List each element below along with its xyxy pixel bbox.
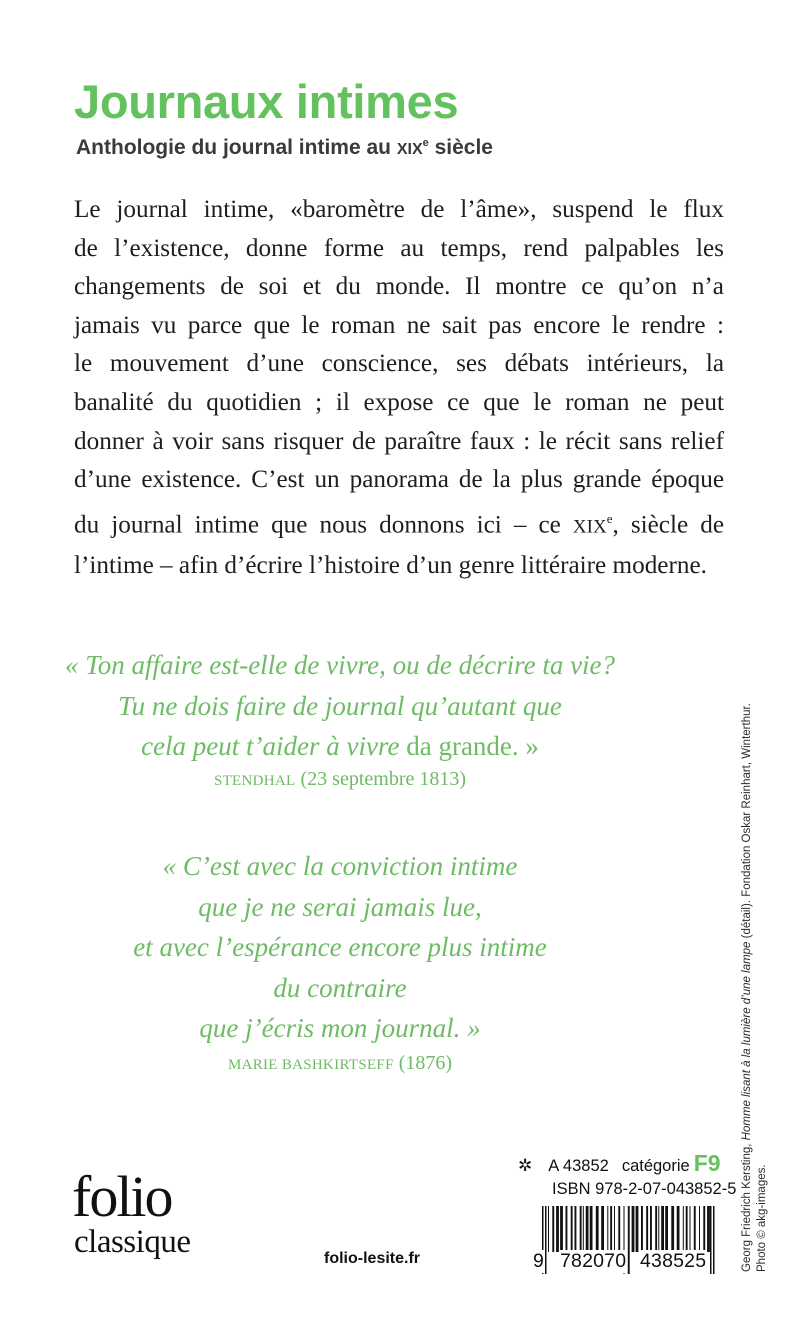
credit-location: (détail). Fondation Oskar Reinhart, Winterthur. [741,703,753,942]
barcode-bar [566,1206,568,1252]
barcode-bar [690,1206,691,1252]
category-label: catégorie [621,1157,690,1175]
barcode-bar [545,1206,547,1274]
bashkirtseff-attribution [60,1052,620,1075]
blurb-line [74,500,724,547]
barcode-digits-right: 438525 [640,1250,707,1272]
barcode-bar [571,1206,573,1252]
category-code: F9 [693,1150,721,1176]
star-ornament-icon: ✲ [518,1156,533,1175]
blurb-century: XIX [572,516,607,538]
barcode-bar [686,1206,688,1252]
barcode-bar [671,1206,674,1252]
barcode-bar [590,1206,593,1252]
quote-author: MARIE BASHKIRTSEFF [227,1057,394,1073]
quote-line: « C’est avec la conviction intime [162,851,518,881]
quote-line: du contraire [273,972,407,1003]
barcode-bar [707,1206,710,1252]
barcode-bar [583,1206,584,1252]
blurb-line: Le journal intime, «baromètre de l’âme», suspend le flux [74,196,724,223]
blurb-line: le mouvement d’une conscience, ses débats intérieurs, la [74,350,724,378]
barcode-bar [710,1206,712,1274]
quote-author: STENDHAL [213,773,296,789]
barcode-digit-first: 9 [533,1250,545,1272]
barcode-bar [596,1206,599,1252]
barcode-bar [665,1206,668,1252]
barcode-bar [658,1206,659,1252]
barcode-bar [628,1206,630,1274]
barcode-digits-left: 782070 [560,1250,627,1272]
barcode-bar [632,1206,635,1252]
blurb-line: donner à voir sans risquer de paraître faux : le récit sans relief [74,427,724,455]
blurb-line9-start: du journal intime que nous donnons ici – ce [74,511,573,539]
barcode-bar [699,1206,700,1252]
quote-date: (23 septembre 1813) [295,768,467,790]
quote-line: que je ne serai jamais lue, [198,891,482,922]
subtitle-century-sup: e [422,137,429,149]
barcode-bar [580,1206,582,1252]
barcode-bar [655,1206,657,1252]
credit-artwork-title: Homme lisant à la lumière d’une lampe [741,941,753,1141]
blurb-line: banalité du quotidien ; il expose ce que le roman ne peut [74,388,724,416]
quote-line: « Ton affaire est-elle de vivre, ou de décrire ta vie? [64,650,616,680]
catalog-number: A 43852 [548,1157,609,1175]
barcode-bar [601,1206,604,1252]
subtitle-century: XIX [396,141,423,158]
barcode-bar [552,1206,554,1252]
barcode-bar [641,1206,643,1252]
quote-line3-upright: da grande. » [399,731,539,761]
stendhal-quote [60,645,620,767]
blurb-paragraph [74,191,724,585]
publisher-website: folio-lesite.fr [324,1250,421,1267]
barcode-bar [646,1206,648,1252]
book-subtitle [76,136,493,160]
barcode-bar [636,1206,639,1252]
blurb-line: l’intime – afin d’écrire l’histoire d’un genre littéraire moderne. [74,551,707,579]
barcode-bar [586,1206,589,1252]
barcode-bar [650,1206,652,1252]
barcode-bar [556,1206,559,1252]
barcode-bar [694,1206,696,1252]
quote-line: et avec l’espérance encore plus intime [133,932,547,962]
barcode-bar [618,1206,620,1252]
stendhal-attribution [60,768,620,791]
quote-date: (1876) [393,1052,453,1074]
catalog-code-row [518,1150,721,1177]
quote-line [60,726,620,767]
barcode-bar [614,1206,615,1252]
quote-line: que j’écris mon journal. » [199,1013,481,1043]
blurb-century-sup: e [606,510,613,526]
quote-line3-italic: cela peut t’aider à vivre [141,731,400,761]
blurb-line9-end: , siècle de [612,511,724,539]
barcode-bar [677,1206,680,1252]
subtitle-end: siècle [428,136,493,159]
blurb-line: de l’existence, donne forme au temps, rend palpables les [74,234,724,262]
barcode-bar [683,1206,684,1252]
blurb-line: d’une existence. C’est un panorama de la plus grande époque [74,466,724,494]
book-title: Journaux intimes [74,75,459,128]
barcode-bar [548,1206,549,1252]
barcode-bar [610,1206,612,1252]
blurb-line: changements de soi et du monde. Il montre ce qu’on n’a [74,273,724,301]
logo-classique: classique [74,1224,191,1260]
logo-folio: folio [72,1164,172,1229]
credit-artist: Georg Friedrich Kersting, [741,1140,753,1272]
credit-line1 [740,632,755,1272]
barcode-bar [703,1206,705,1252]
barcode-bar [560,1206,563,1252]
blurb-line: jamais vu parce que le roman ne sait pas encore le rendre : [74,311,724,339]
isbn-number: ISBN 978-2-07-043852-5 [552,1180,737,1198]
subtitle-text: Anthologie du journal intime au [76,136,397,159]
folio-classique-logo [72,1164,191,1262]
cover-credit [740,632,770,1272]
barcode-bar [575,1206,577,1252]
barcode-bar [661,1206,664,1252]
credit-line2: Photo © akg-images. [756,1164,768,1272]
barcode-bar [607,1206,608,1252]
quote-line: Tu ne dois faire de journal qu’autant que [118,690,562,721]
bashkirtseff-quote [60,846,620,1049]
barcode-bar [713,1206,715,1274]
